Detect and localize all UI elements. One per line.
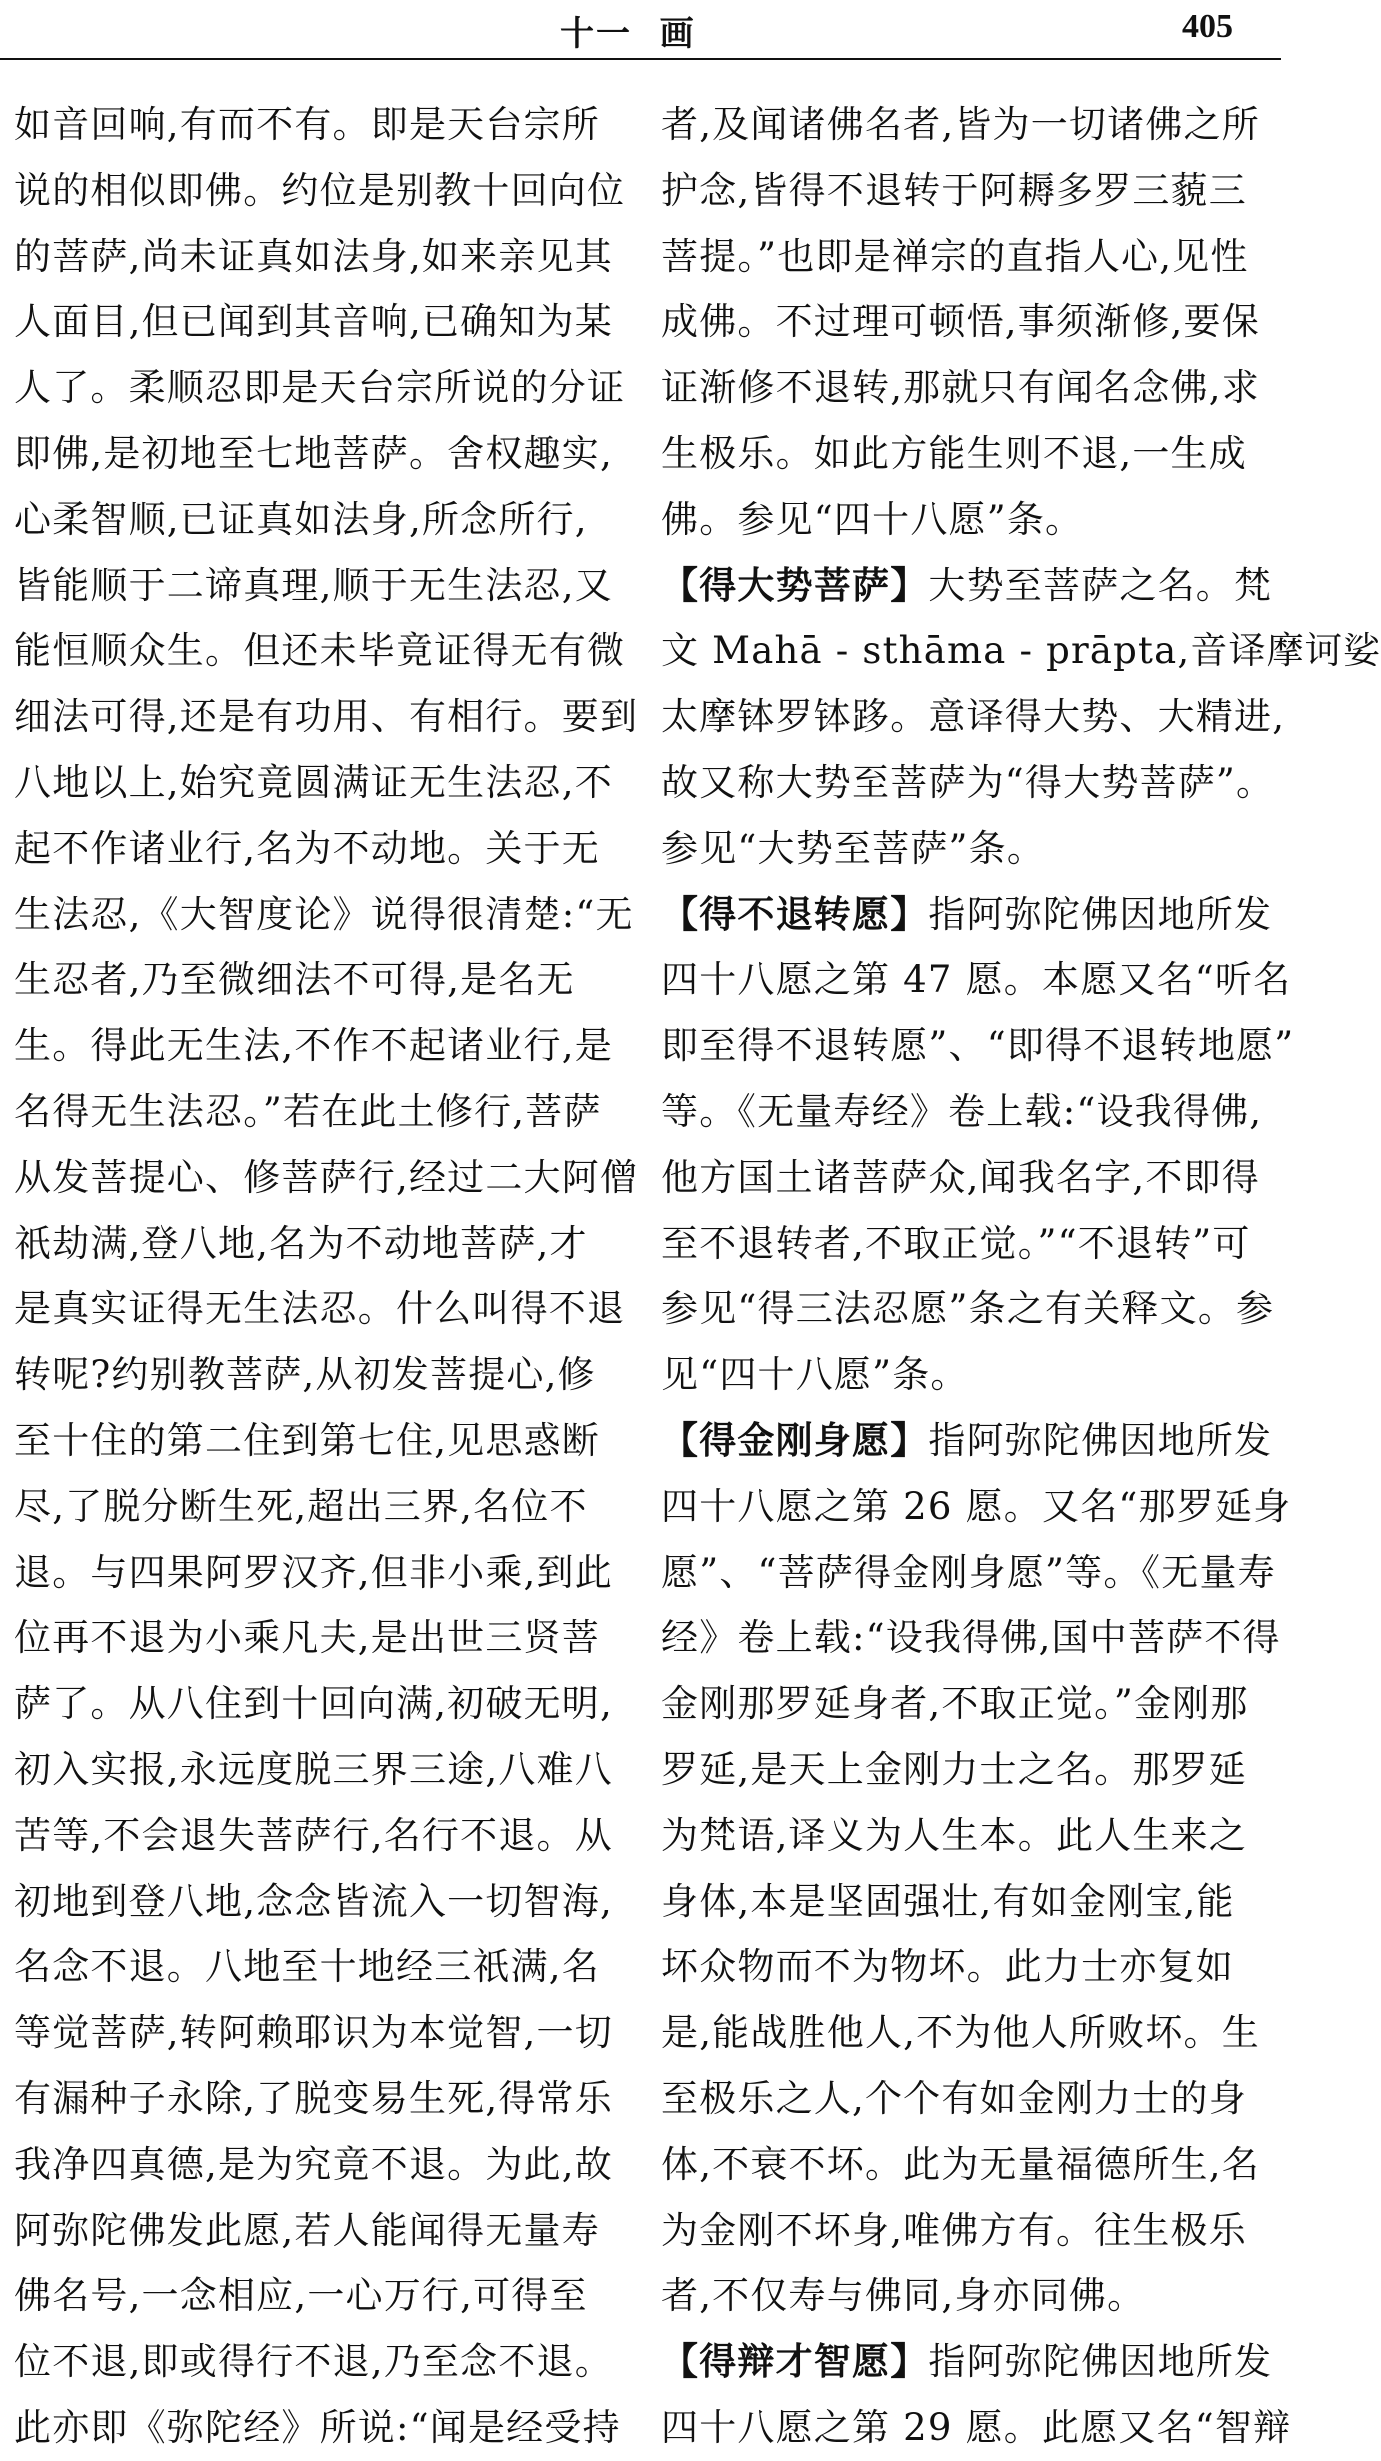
page-number: 405 [1182, 8, 1233, 45]
entry-title: 【得辩才智愿】 [661, 2340, 929, 2384]
text-line: 萨了。从八住到十回向满,初破无明, [14, 1682, 613, 1726]
entry-title: 【得金刚身愿】 [661, 1418, 929, 1462]
text-line: 生。得此无生法,不作不起诸业行,是 [14, 1024, 613, 1068]
text-line [661, 1079, 1269, 1145]
text-line [661, 684, 1286, 750]
text-line: 即佛,是初地至七地菩萨。舍权趣实, [14, 431, 613, 475]
entry-text: 愿”、“菩萨得金刚身愿”等。《无量寿 [661, 1550, 1276, 1594]
entry-text: 者,及闻诸佛名者,皆为一切诸佛之所 [661, 103, 1260, 146]
entry-text: 至极乐之人,个个有如金刚力士的身 [661, 2076, 1247, 2120]
text-line [661, 2395, 1292, 2461]
entry-text: 身体,本是坚固强壮,有如金刚宝,能 [661, 1879, 1235, 1923]
text-line [661, 224, 1269, 290]
text-line [661, 2000, 1269, 2066]
entry-text: 四十八愿之第 29 愿。此愿又名“智辩 [661, 2405, 1292, 2449]
text-line: 祇劫满,登八地,名为不动地菩萨,才 [14, 1221, 588, 1265]
text-line: 起不作诸业行,名为不动地。关于无 [14, 826, 600, 870]
text-line: 初地到登八地,念念皆流入一切智海, [14, 1879, 613, 1923]
text-line [661, 947, 1292, 1013]
entry-title: 【得不退转愿】 [661, 892, 929, 936]
entry-text: 故又称大势至菩萨为“得大势菩萨”。 [661, 760, 1275, 804]
text-line [661, 1605, 1281, 1671]
text-line [661, 487, 1269, 553]
text-line: 八地以上,始究竟圆满证无生法忍,不 [14, 760, 613, 804]
text-line [661, 2132, 1269, 2198]
entry-text: 太摩钵罗钵跢。意译得大势、大精进, [661, 695, 1286, 739]
text-line [661, 1276, 1275, 1342]
entry-text: 至不退转者,不取正觉。”“不退转”可 [661, 1221, 1251, 1265]
entry-text: 见“四十八愿”条。 [661, 1353, 969, 1397]
text-line [661, 158, 1269, 224]
text-line: 心柔智顺,已证真如法身,所念所行, [14, 497, 588, 541]
entry-text: 坏众物而不为物坏。此力士亦复如 [661, 1945, 1234, 1989]
text-line: 有漏种子永除,了脱变易生死,得常乐 [14, 2076, 613, 2120]
left-column [14, 92, 639, 2461]
entry-text: 文 Mahā - sthāma - prāpta,音译摩诃娑 [661, 629, 1381, 673]
entry-text: 生极乐。如此方能生则不退,一生成 [661, 431, 1247, 475]
entry-text: 四十八愿之第 47 愿。本愿又名“听名 [661, 958, 1292, 1002]
text-line [661, 1803, 1269, 1869]
text-line: 位不退,即或得行不退,乃至念不退。 [14, 2340, 613, 2384]
entry-line [661, 882, 1273, 948]
entry-text: 证渐修不退转,那就只有闻名念佛,求 [661, 366, 1260, 410]
text-line: 位再不退为小乘凡夫,是出世三贤菩 [14, 1616, 600, 1660]
text-line [661, 1737, 1269, 1803]
text-line: 名念不退。八地至十地经三祇满,名 [14, 1945, 600, 1989]
entry-text: 为金刚不坏身,唯佛方有。往生极乐 [661, 2208, 1247, 2252]
text-line [661, 1869, 1269, 1935]
entry-line [661, 2329, 1273, 2395]
text-line [661, 289, 1269, 355]
text-line [661, 1145, 1269, 1211]
text-line: 尽,了脱分断生死,超出三界,名位不 [14, 1484, 588, 1528]
text-line: 退。与四果阿罗汉齐,但非小乘,到此 [14, 1550, 613, 1594]
entry-text: 罗延,是天上金刚力士之名。那罗延 [661, 1747, 1247, 1791]
text-line: 我净四真德,是为究竟不退。为此,故 [14, 2142, 613, 2186]
text-line [661, 816, 1269, 882]
right-column [661, 92, 1381, 2461]
text-line: 是真实证得无生法忍。什么叫得不退 [14, 1287, 626, 1331]
text-line [661, 355, 1269, 421]
text-line: 初入实报,永远度脱三界三途,八难八 [14, 1747, 613, 1791]
entry-text: 菩提。”也即是禅宗的直指人心,见性 [661, 234, 1249, 278]
text-line [661, 1211, 1269, 1277]
text-line [661, 421, 1269, 487]
entry-line [661, 553, 1273, 619]
text-line: 细法可得,还是有功用、有相行。要到 [14, 695, 639, 739]
text-line: 名得无生法忍。”若在此土修行,菩萨 [14, 1089, 602, 1133]
text-line [661, 2263, 1269, 2329]
text-line: 佛名号,一念相应,一心万行,可得至 [14, 2274, 588, 2318]
text-line: 说的相似即佛。约位是别教十回向位 [14, 168, 626, 212]
header-rule [0, 58, 1281, 60]
entry-text: 成佛。不过理可顿悟,事须渐修,要保 [661, 300, 1260, 344]
text-line: 能恒顺众生。但还未毕竟证得无有微 [14, 629, 626, 673]
entry-text: 他方国土诸菩萨众,闻我名字,不即得 [661, 1155, 1260, 1199]
text-line [661, 1474, 1292, 1540]
entry-title: 【得大势菩萨】 [661, 563, 929, 607]
text-line: 的菩萨,尚未证真如法身,如来亲见其 [14, 234, 613, 278]
entry-text: 指阿弥陀佛因地所发 [928, 892, 1273, 936]
text-line: 苦等,不会退失菩萨行,名行不退。从 [14, 1813, 613, 1857]
entry-text: 大势至菩萨之名。梵 [928, 563, 1273, 607]
text-line: 生忍者,乃至微细法不可得,是名无 [14, 958, 575, 1002]
text-line: 生法忍,《大智度论》说得很清楚:“无 [14, 892, 634, 936]
entry-text: 金刚那罗延身者,不取正觉。”金刚那 [661, 1682, 1249, 1726]
page-header [0, 0, 1281, 70]
entry-line [661, 1408, 1273, 1474]
text-line: 从发菩提心、修菩萨行,经过二大阿僧 [14, 1155, 639, 1199]
text-line: 等觉菩萨,转阿赖耶识为本觉智,一切 [14, 2011, 613, 2055]
entry-text: 经》卷上载:“设我得佛,国中菩萨不得 [661, 1616, 1281, 1660]
text-line [661, 750, 1275, 816]
entry-text: 佛。参见“四十八愿”条。 [661, 497, 1084, 541]
entry-text: 体,不衰不坏。此为无量福德所生,名 [661, 2142, 1260, 2186]
section-title: 十一 画 [560, 14, 696, 54]
text-line [661, 1540, 1276, 1606]
entry-text: 为梵语,译义为人生本。此人生来之 [661, 1813, 1247, 1857]
text-line: 人了。柔顺忍即是天台宗所说的分证 [14, 366, 626, 410]
text-line: 此亦即《弥陀经》所说:“闻是经受持 [14, 2405, 621, 2449]
text-line: 皆能顺于二谛真理,顺于无生法忍,又 [14, 563, 613, 607]
entry-text: 参见“大势至菩萨”条。 [661, 826, 1046, 870]
text-line [661, 618, 1381, 684]
text-line: 如音回响,有而不有。即是天台宗所 [14, 103, 600, 146]
text-line [661, 1342, 1269, 1408]
entry-text: 护念,皆得不退转于阿耨多罗三藐三 [661, 168, 1247, 212]
text-line [661, 2066, 1269, 2132]
entry-text: 等。《无量寿经》卷上载:“设我得佛, [661, 1089, 1263, 1133]
entry-text: 指阿弥陀佛因地所发 [928, 2340, 1273, 2384]
entry-text: 者,不仅寿与佛同,身亦同佛。 [661, 2274, 1146, 2318]
text-line: 阿弥陀佛发此愿,若人能闻得无量寿 [14, 2208, 600, 2252]
entry-text: 是,能战胜他人,不为他人所败坏。生 [661, 2011, 1260, 2055]
text-line: 至十住的第二住到第七住,见思惑断 [14, 1418, 600, 1462]
entry-text: 四十八愿之第 26 愿。又名“那罗延身 [661, 1484, 1292, 1528]
text-line [661, 1013, 1295, 1079]
entry-text: 指阿弥陀佛因地所发 [928, 1418, 1273, 1462]
entry-text: 参见“得三法忍愿”条之有关释文。参 [661, 1287, 1275, 1331]
text-line [661, 1934, 1269, 2000]
text-line: 转呢?约别教菩萨,从初发菩提心,修 [14, 1353, 596, 1397]
text-line: 人面目,但已闻到其音响,已确知为某 [14, 300, 613, 344]
text-line [661, 2198, 1269, 2264]
entry-text: 即至得不退转愿”、“即得不退转地愿” [661, 1024, 1295, 1068]
text-line [661, 1671, 1269, 1737]
text-line [661, 92, 1269, 158]
